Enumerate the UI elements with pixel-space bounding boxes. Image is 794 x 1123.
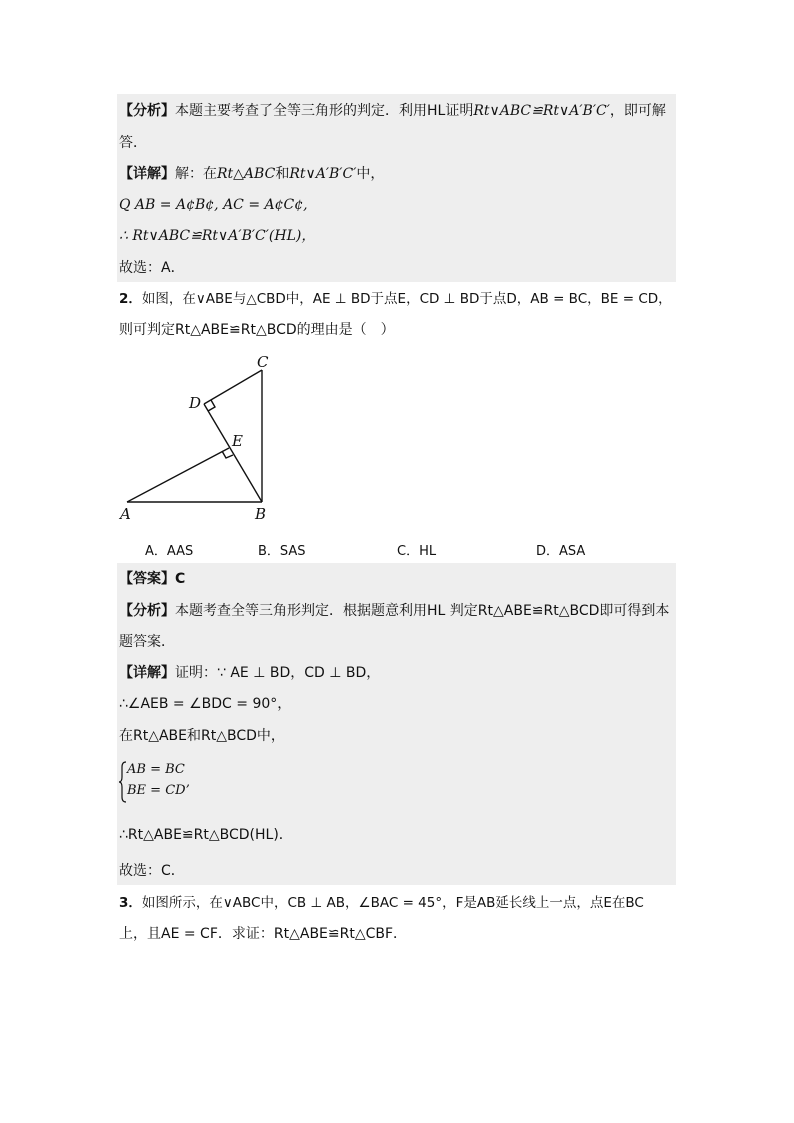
detail-tag: 【详解】 — [119, 166, 175, 182]
q2-line2: 则可判定Rt△ABE≌Rt△BCD的理由是（ ） — [119, 322, 395, 338]
label-a: A — [120, 505, 131, 522]
geometry-figure — [110, 352, 290, 522]
q3-line1: 3．如图所示，在∨ABC中，CB ⊥ AB，∠BAC = 45°，F是AB延长线上一点，点E在BC — [119, 895, 644, 911]
sol1-step2: ∴ Rt∨ABC≌Rt∨A′B′C′(HL)， — [119, 228, 316, 244]
answer-tag: 【答案】 — [119, 571, 175, 587]
label-d: D — [189, 394, 202, 412]
sol2-analysis-line: 【分析】本题考查全等三角形判定．根据题意利用HL 判定Rt△ABE≌Rt△BCD即可得到本 — [119, 603, 670, 619]
segment-cd — [204, 370, 262, 404]
system-eq2: BE = CD’ — [127, 783, 190, 798]
sol1-choice: 故选：A． — [119, 260, 185, 276]
q3-line2: 上，且AE = CF．求证：Rt△ABE≌Rt△CBF． — [119, 926, 408, 942]
option-b[interactable]: B．SAS — [258, 544, 306, 559]
question-number: 2． — [119, 291, 142, 307]
solution-1-background — [117, 94, 676, 282]
analysis-tag: 【分析】 — [119, 103, 175, 119]
sol1-detail-line: 【详解】解：在Rt△ABC和Rt∨A′B′C′中， — [119, 166, 385, 182]
detail-tag: 【详解】 — [119, 665, 175, 681]
sol1-analysis-line: 【分析】本题主要考查了全等三角形的判定．利用HL证明Rt∨ABC≌Rt∨A′B′C′，即可解 — [119, 103, 666, 119]
right-angle-mark-e — [222, 451, 233, 458]
option-c[interactable]: C．HL — [397, 544, 437, 559]
system-eq1: AB = BC — [127, 762, 185, 777]
analysis-tag: 【分析】 — [119, 603, 175, 619]
q2-line1: 2．如图，在∨ABE与△CBD中，AE ⊥ BD于点E，CD ⊥ BD于点D，AB = BC，BE = CD， — [119, 291, 672, 307]
sol2-step3: ∴Rt△ABE≌Rt△BCD(HL)． — [119, 827, 293, 843]
option-a[interactable]: A．AAS — [145, 544, 194, 559]
sol2-analysis-cont: 题答案． — [119, 634, 175, 650]
label-e: E — [232, 432, 243, 450]
label-c: C — [257, 353, 269, 371]
segment-ae — [127, 448, 229, 502]
sol2-detail-line: 【详解】证明：∵ AE ⊥ BD，CD ⊥ BD， — [119, 665, 381, 681]
sol2-choice: 故选：C． — [119, 863, 185, 879]
answer-value: C — [175, 571, 186, 587]
sol2-step1: ∴∠AEB = ∠BDC = 90°， — [119, 696, 292, 712]
label-b: B — [255, 505, 267, 522]
sol1-analysis-cont: 答． — [119, 135, 147, 151]
segment-db — [204, 404, 262, 502]
sol1-step1: Q AB = A¢B¢, AC = A¢C¢, — [119, 197, 308, 213]
sol2-step2: 在Rt△ABE和Rt△BCD中， — [119, 728, 285, 744]
option-d[interactable]: D．ASA — [536, 544, 586, 559]
sol2-answer — [119, 570, 185, 588]
question-number: 3． — [119, 895, 142, 911]
